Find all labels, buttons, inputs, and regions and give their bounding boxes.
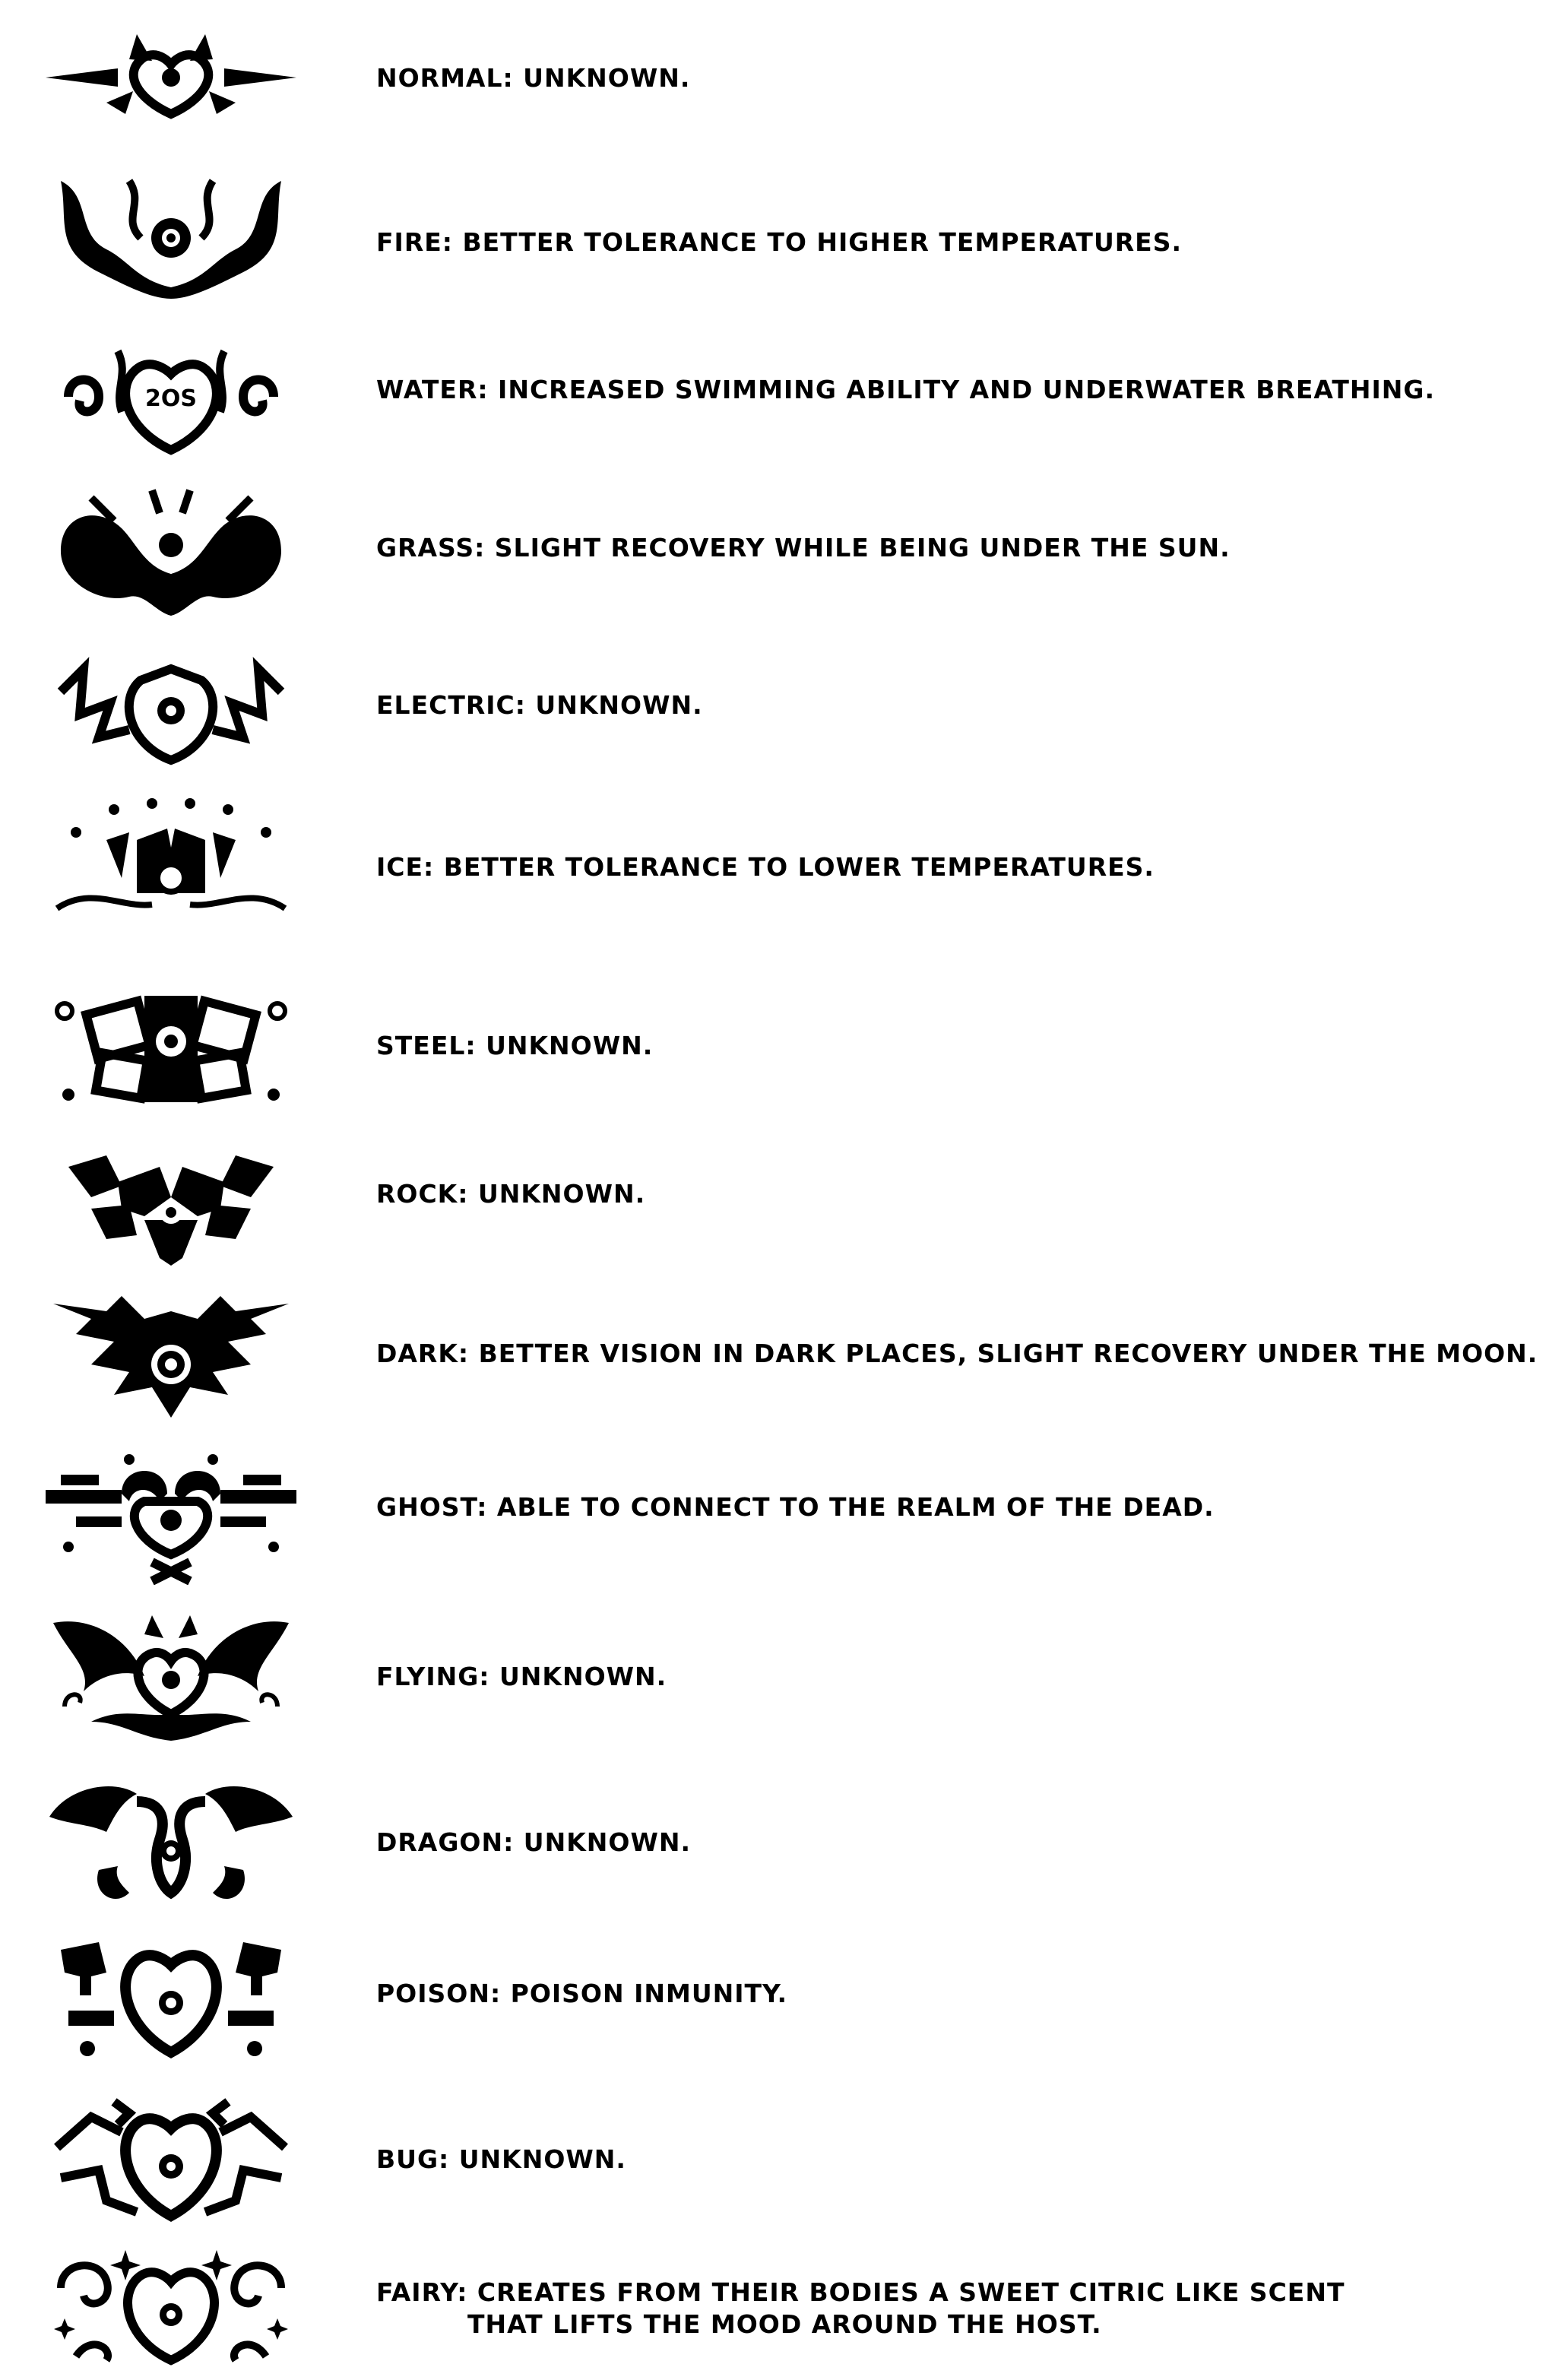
entry-normal-caption: NORMAL: UNKNOWN. — [376, 63, 691, 93]
steel-type-emblem-icon — [46, 981, 296, 1117]
entry-electric-caption: ELECTRIC: UNKNOWN. — [376, 690, 703, 720]
entry-ghost — [0, 1444, 1568, 1589]
entry-fairy — [0, 2239, 1568, 2375]
entry-ghost-caption: GHOST: ABLE TO CONNECT TO THE REALM OF THE DEAD. — [376, 1492, 1215, 1522]
bug-type-emblem-icon — [46, 2087, 296, 2227]
water-type-emblem-icon — [46, 336, 296, 458]
fairy-type-emblem-icon — [46, 2242, 296, 2372]
entry-bug — [0, 2083, 1568, 2235]
entry-ice-caption: ICE: BETTER TOLERANCE TO LOWER TEMPERATURES. — [376, 852, 1155, 882]
grass-type-emblem-icon — [46, 483, 296, 620]
entry-water — [0, 327, 1568, 460]
electric-type-emblem-icon — [46, 646, 296, 768]
entry-flying — [0, 1604, 1568, 1756]
entry-steel — [0, 977, 1568, 1121]
entry-grass — [0, 479, 1568, 623]
entry-poison-caption: POISON: POISON INMUNITY. — [376, 1979, 787, 2008]
dragon-type-emblem-icon — [46, 1771, 296, 1912]
entry-rock-caption: ROCK: UNKNOWN. — [376, 1179, 646, 1209]
entry-dark-caption: DARK: BETTER VISION IN DARK PLACES, SLIGHT RECOVERY UNDER THE MOON. — [376, 1339, 1538, 1368]
entry-dragon-caption: DRAGON: UNKNOWN. — [376, 1827, 691, 1857]
entry-poison — [0, 1923, 1568, 2075]
entry-water-caption: WATER: INCREASED SWIMMING ABILITY AND UNDERWATER BREATHING. — [376, 375, 1435, 404]
entry-ice — [0, 791, 1568, 935]
dark-type-emblem-icon — [46, 1288, 296, 1425]
fire-type-emblem-icon — [46, 166, 296, 303]
entry-fairy-caption — [376, 2277, 1345, 2340]
entry-steel-caption: STEEL: UNKNOWN. — [376, 1031, 654, 1060]
entry-normal — [0, 23, 1568, 137]
svg-text:2OS: 2OS — [145, 385, 197, 412]
entry-dark — [0, 1285, 1568, 1429]
entry-electric — [0, 642, 1568, 772]
ghost-type-emblem-icon — [46, 1448, 296, 1585]
entry-grass-caption: GRASS: SLIGHT RECOVERY WHILE BEING UNDER THE SUN. — [376, 533, 1231, 563]
poison-type-emblem-icon — [46, 1927, 296, 2068]
entry-fire-caption: FIRE: BETTER TOLERANCE TO HIGHER TEMPERATURES. — [376, 227, 1182, 257]
ice-type-emblem-icon — [46, 794, 296, 931]
entry-dragon — [0, 1767, 1568, 1919]
rock-type-emblem-icon — [46, 1144, 296, 1266]
entry-bug-caption: BUG: UNKNOWN. — [376, 2144, 626, 2174]
entry-fairy-caption-line1: FAIRY: CREATES FROM THEIR BODIES A SWEET CITRIC LIKE SCENT — [376, 2277, 1345, 2307]
entry-flying-caption: FLYING: UNKNOWN. — [376, 1662, 667, 1691]
normal-type-emblem-icon — [46, 30, 296, 129]
entry-fairy-caption-line2: THAT LIFTS THE MOOD AROUND THE HOST. — [467, 2309, 1102, 2339]
entry-rock — [0, 1140, 1568, 1269]
entry-fire — [0, 160, 1568, 312]
flying-type-emblem-icon — [46, 1608, 296, 1745]
